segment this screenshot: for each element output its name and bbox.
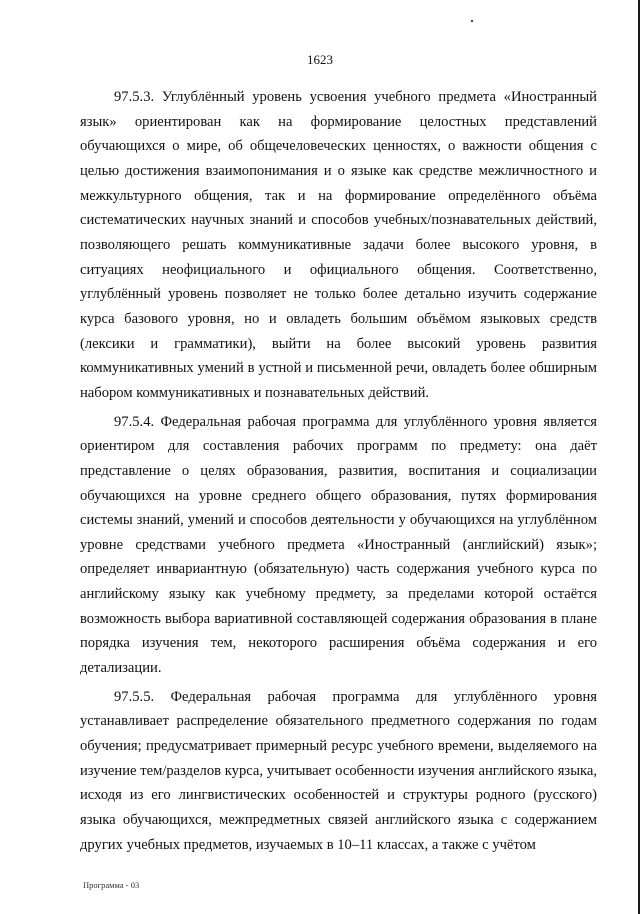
- scan-speck: [471, 20, 473, 22]
- paragraph-97-5-5: 97.5.5. Федеральная рабочая программа для углублённого уровня устанавливает распределение обязательного предметного содержания по годам обучения; предусматривает примерный ресурс учебного времени, выделяемого на изучение тем/разделов курса, учитывает особенности изучения английского языка, исходя из его лингвистических особенностей и структуры родного (русского) языка обучающихся, межпредметных связей английского языка с содержанием других учебных предметов, изучаемых в 10–11 классах, а также с учётом: [80, 688, 597, 853]
- paragraph-97-5-3: 97.5.3. Углублённый уровень усвоения учебного предмета «Иностранный язык» ориентирован как на формирование целостных представлений обучающихся о мире, об общечеловеческих ценностях, о важности общения с целью достижения взаимопонимания и о языке как средстве межличностного и межкультурного общения, так и на формирование определённого объёма систематических научных знаний и способов учебных/познавательных действий, позволяющего решать коммуникативные задачи более высокого уровня, в ситуациях неофициального и официального общения. Соответственно, углублённый уровень позволяет не только более детально изучить содержание курса базового уровня, но и овладеть большим объёмом языковых средств (лексики и грамматики), выйти на более высокий уровень развития коммуникативных умений в устной и письменной речи, овладеть более обширным набором коммуникативных и познавательных действий.: [80, 89, 597, 401]
- paragraph-97-5-4: 97.5.4. Федеральная рабочая программа для углублённого уровня является ориентиром для составления рабочих программ по предмету: она даёт представление о целях образования, развития, воспитания и социализации обучающихся на уровне среднего общего образования, путях формирования системы знаний, умений и способов деятельности у обучающихся на углублённом уровне средствами учебного предмета «Иностранный (английский) язык»; определяет инвариантную (обязательную) часть содержания учебного курса по английскому языку как учебному предмету, за пределами которой остаётся возможность выбора вариативной составляющей содержания образования в плане порядка изучения тем, некоторого расширения объёма содержания и его детализации.: [80, 413, 597, 677]
- page-number: 1623: [307, 52, 333, 67]
- page-footer: Программа - 03: [83, 880, 140, 890]
- document-body: [80, 85, 597, 857]
